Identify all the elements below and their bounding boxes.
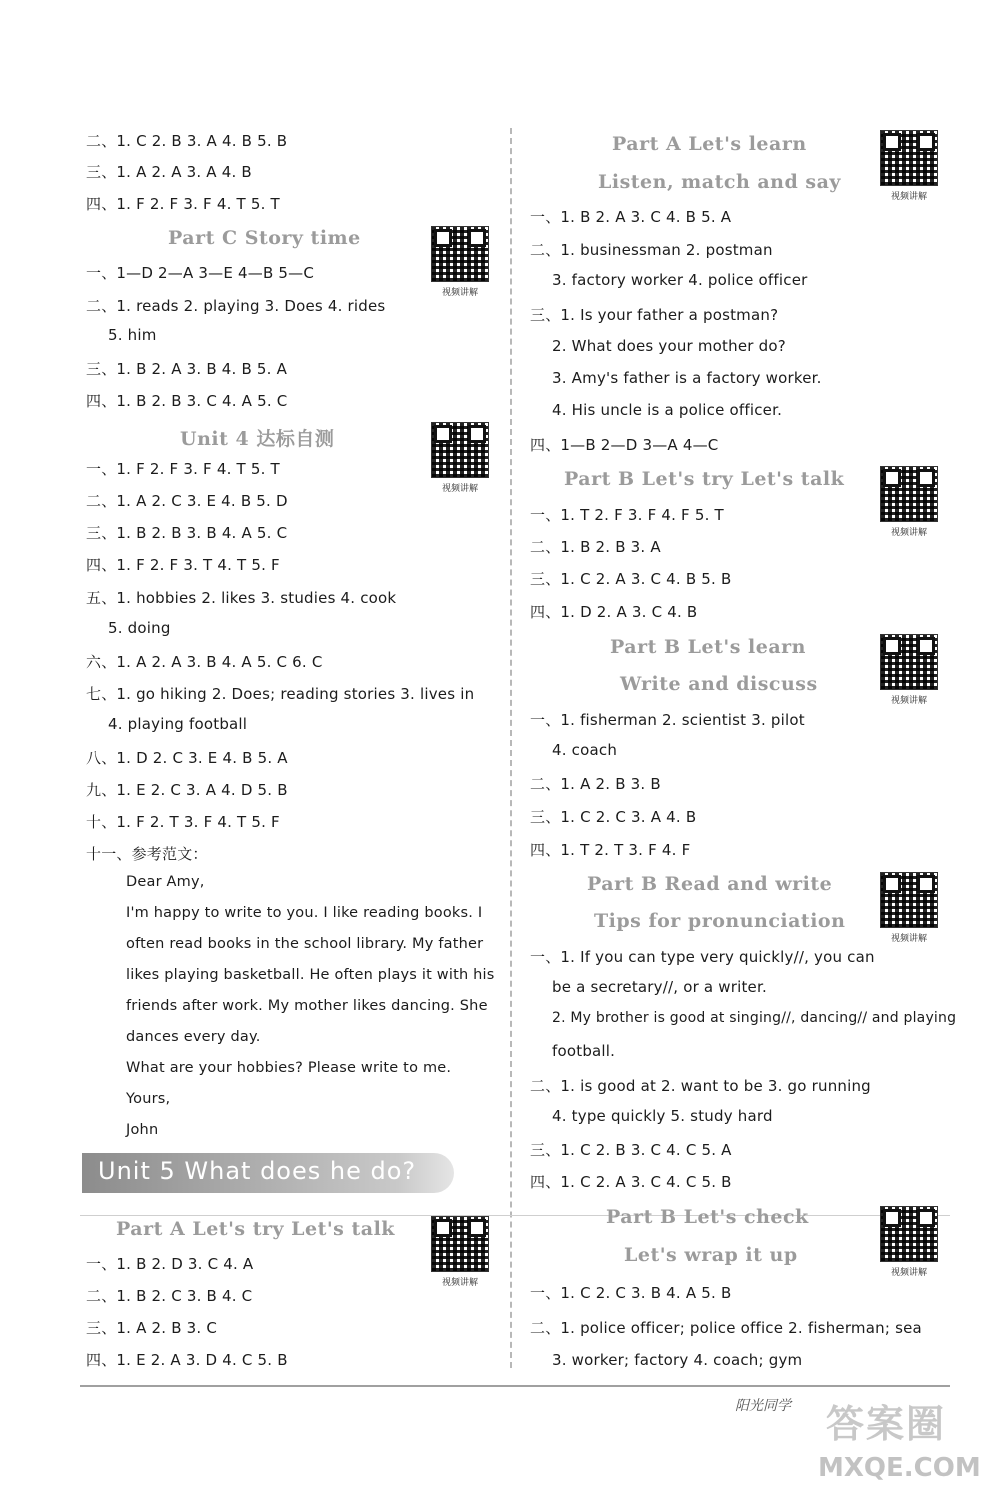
essay-line: Yours, bbox=[126, 1091, 171, 1107]
section-title: Part B Read and write bbox=[587, 873, 833, 895]
essay-line: likes playing basketball. He often plays it with his bbox=[126, 967, 495, 983]
qr-code[interactable] bbox=[880, 872, 938, 944]
section-title: Tips for pronunciation bbox=[594, 910, 846, 932]
qr-code[interactable] bbox=[880, 130, 938, 202]
section-title: Listen, match and say bbox=[598, 171, 841, 193]
essay-line: What are your hobbies? Please write to me. bbox=[126, 1060, 452, 1076]
qr-code-icon bbox=[431, 1216, 489, 1272]
answer-line: 一、1. B 2. A 3. C 4. B 5. A bbox=[530, 208, 732, 226]
answer-line: 四、1. F 2. F 3. T 4. T 5. F bbox=[86, 556, 280, 574]
answer-line: 七、1. go hiking 2. Does; reading stories 3. lives in bbox=[86, 685, 475, 703]
answer-line: 三、1. C 2. B 3. C 4. C 5. A bbox=[530, 1141, 732, 1159]
essay-line: I'm happy to write to you. I like reading books. I bbox=[126, 905, 483, 921]
answer-line: 三、1. B 2. A 3. B 4. B 5. A bbox=[86, 360, 288, 378]
footer-rule bbox=[80, 1385, 950, 1387]
qr-caption: 视频讲解 bbox=[890, 192, 927, 202]
essay-line: John bbox=[126, 1122, 159, 1138]
answer-line: 三、1. C 2. C 3. A 4. B bbox=[530, 808, 697, 826]
qr-code[interactable] bbox=[880, 1206, 938, 1278]
answer-line: 5. him bbox=[108, 326, 157, 344]
answer-line: 四、1. T 2. T 3. F 4. F bbox=[530, 841, 691, 859]
answer-line: 三、1. B 2. B 3. B 4. A 5. C bbox=[86, 524, 288, 542]
section-title: Part A Let's learn bbox=[612, 133, 807, 155]
answer-line: 2. My brother is good at singing//, dancing// and playing bbox=[552, 1010, 957, 1026]
answer-line: 二、1. police officer; police office 2. fisherman; sea bbox=[530, 1319, 922, 1337]
answer-line: 二、1. reads 2. playing 3. Does 4. rides bbox=[86, 297, 386, 315]
qr-code-icon bbox=[880, 130, 938, 186]
answer-line: 十一、参考范文： bbox=[86, 845, 208, 863]
qr-code[interactable] bbox=[880, 634, 938, 706]
section-title: Part A Let's try Let's talk bbox=[116, 1218, 395, 1240]
answer-line: 4. playing football bbox=[108, 715, 248, 733]
answer-line: 四、1. B 2. B 3. C 4. A 5. C bbox=[86, 392, 288, 410]
qr-caption: 视频讲解 bbox=[890, 934, 927, 944]
qr-code[interactable] bbox=[431, 226, 489, 298]
unit-banner-title: Unit 5 What does he do? bbox=[98, 1157, 417, 1185]
answer-line: 三、1. A 2. B 3. C bbox=[86, 1319, 218, 1337]
answer-line: 二、1. A 2. B 3. B bbox=[530, 775, 661, 793]
answer-line: 四、1. C 2. A 3. C 4. C 5. B bbox=[530, 1173, 732, 1191]
section-rule bbox=[80, 1215, 950, 1216]
answer-line: 4. coach bbox=[552, 741, 618, 759]
answer-line: 4. His uncle is a police officer. bbox=[552, 401, 783, 419]
section-title: Part B Let's try Let's talk bbox=[564, 468, 845, 490]
answer-line: 3. Amy's father is a factory worker. bbox=[552, 369, 822, 387]
qr-code[interactable] bbox=[880, 466, 938, 538]
answer-line: 四、1. E 2. A 3. D 4. C 5. B bbox=[86, 1351, 288, 1369]
answer-line: 十、1. F 2. T 3. F 4. T 5. F bbox=[86, 813, 280, 831]
section-title: Let's wrap it up bbox=[624, 1244, 798, 1266]
qr-caption: 视频讲解 bbox=[441, 484, 478, 494]
qr-code-icon bbox=[431, 422, 489, 478]
answer-line: 二、1. is good at 2. want to be 3. go running bbox=[530, 1077, 871, 1095]
unit-banner bbox=[82, 1153, 454, 1193]
answer-line: football. bbox=[552, 1042, 616, 1060]
qr-caption: 视频讲解 bbox=[441, 288, 478, 298]
answer-line: 一、1. F 2. F 3. F 4. T 5. T bbox=[86, 460, 280, 478]
watermark-logo: 答案圈 bbox=[826, 1402, 947, 1446]
essay-line: often read books in the school library. My father bbox=[126, 936, 484, 952]
qr-caption: 视频讲解 bbox=[890, 528, 927, 538]
answer-line: 一、1. If you can type very quickly//, you can bbox=[530, 948, 875, 966]
qr-code[interactable] bbox=[431, 1216, 489, 1288]
watermark-url: MXQE.COM bbox=[818, 1453, 981, 1483]
qr-caption: 视频讲解 bbox=[441, 1278, 478, 1288]
answer-line: 3. factory worker 4. police officer bbox=[552, 271, 808, 289]
answer-line: 4. type quickly 5. study hard bbox=[552, 1107, 773, 1125]
section-title: Part B Let's learn bbox=[610, 636, 806, 658]
qr-code[interactable] bbox=[431, 422, 489, 494]
essay-line: Dear Amy, bbox=[126, 874, 205, 890]
answer-line: be a secretary//, or a writer. bbox=[552, 978, 767, 996]
answer-line: 八、1. D 2. C 3. E 4. B 5. A bbox=[86, 749, 288, 767]
qr-code-icon bbox=[880, 634, 938, 690]
column-divider bbox=[510, 128, 512, 1368]
answer-line: 二、1. B 2. C 3. B 4. C bbox=[86, 1287, 253, 1305]
qr-code-icon bbox=[880, 466, 938, 522]
answer-line: 二、1. B 2. B 3. A bbox=[530, 538, 661, 556]
answer-line: 三、1. C 2. A 3. C 4. B 5. B bbox=[530, 570, 732, 588]
qr-code-icon bbox=[431, 226, 489, 282]
essay-line: dances every day. bbox=[126, 1029, 261, 1045]
answer-line: 六、1. A 2. A 3. B 4. A 5. C 6. C bbox=[86, 653, 323, 671]
answer-line: 一、1. C 2. C 3. B 4. A 5. B bbox=[530, 1284, 732, 1302]
answer-line: 5. doing bbox=[108, 619, 171, 637]
section-title: Part B Let's check bbox=[606, 1206, 809, 1228]
essay-line: friends after work. My mother likes dancing. She bbox=[126, 998, 488, 1014]
answer-line: 九、1. E 2. C 3. A 4. D 5. B bbox=[86, 781, 288, 799]
answer-line: 一、1. T 2. F 3. F 4. F 5. T bbox=[530, 506, 724, 524]
section-title: Write and discuss bbox=[620, 673, 818, 695]
answer-line: 三、1. Is your father a postman? bbox=[530, 306, 779, 324]
answer-line: 一、1—D 2—A 3—E 4—B 5—C bbox=[86, 264, 315, 282]
answer-line: 四、1. F 2. F 3. F 4. T 5. T bbox=[86, 195, 280, 213]
qr-caption: 视频讲解 bbox=[890, 696, 927, 706]
qr-caption: 视频讲解 bbox=[890, 1268, 927, 1278]
section-title: Part C Story time bbox=[168, 227, 361, 249]
answer-line: 一、1. B 2. D 3. C 4. A bbox=[86, 1255, 254, 1273]
answer-line: 二、1. businessman 2. postman bbox=[530, 241, 773, 259]
answer-line: 四、1—B 2—D 3—A 4—C bbox=[530, 436, 719, 454]
brand-logo: 阳光同学 bbox=[735, 1398, 791, 1414]
answer-line: 二、1. C 2. B 3. A 4. B 5. B bbox=[86, 132, 288, 150]
section-title: Unit 4 达标自测 bbox=[180, 428, 335, 450]
qr-code-icon bbox=[880, 872, 938, 928]
answer-line: 四、1. D 2. A 3. C 4. B bbox=[530, 603, 698, 621]
answer-line: 一、1. fisherman 2. scientist 3. pilot bbox=[530, 711, 805, 729]
answer-line: 二、1. A 2. C 3. E 4. B 5. D bbox=[86, 492, 288, 510]
answer-line: 五、1. hobbies 2. likes 3. studies 4. cook bbox=[86, 589, 397, 607]
answer-line: 2. What does your mother do? bbox=[552, 337, 786, 355]
qr-code-icon bbox=[880, 1206, 938, 1262]
answer-line: 三、1. A 2. A 3. A 4. B bbox=[86, 163, 252, 181]
answer-line: 3. worker; factory 4. coach; gym bbox=[552, 1351, 803, 1369]
